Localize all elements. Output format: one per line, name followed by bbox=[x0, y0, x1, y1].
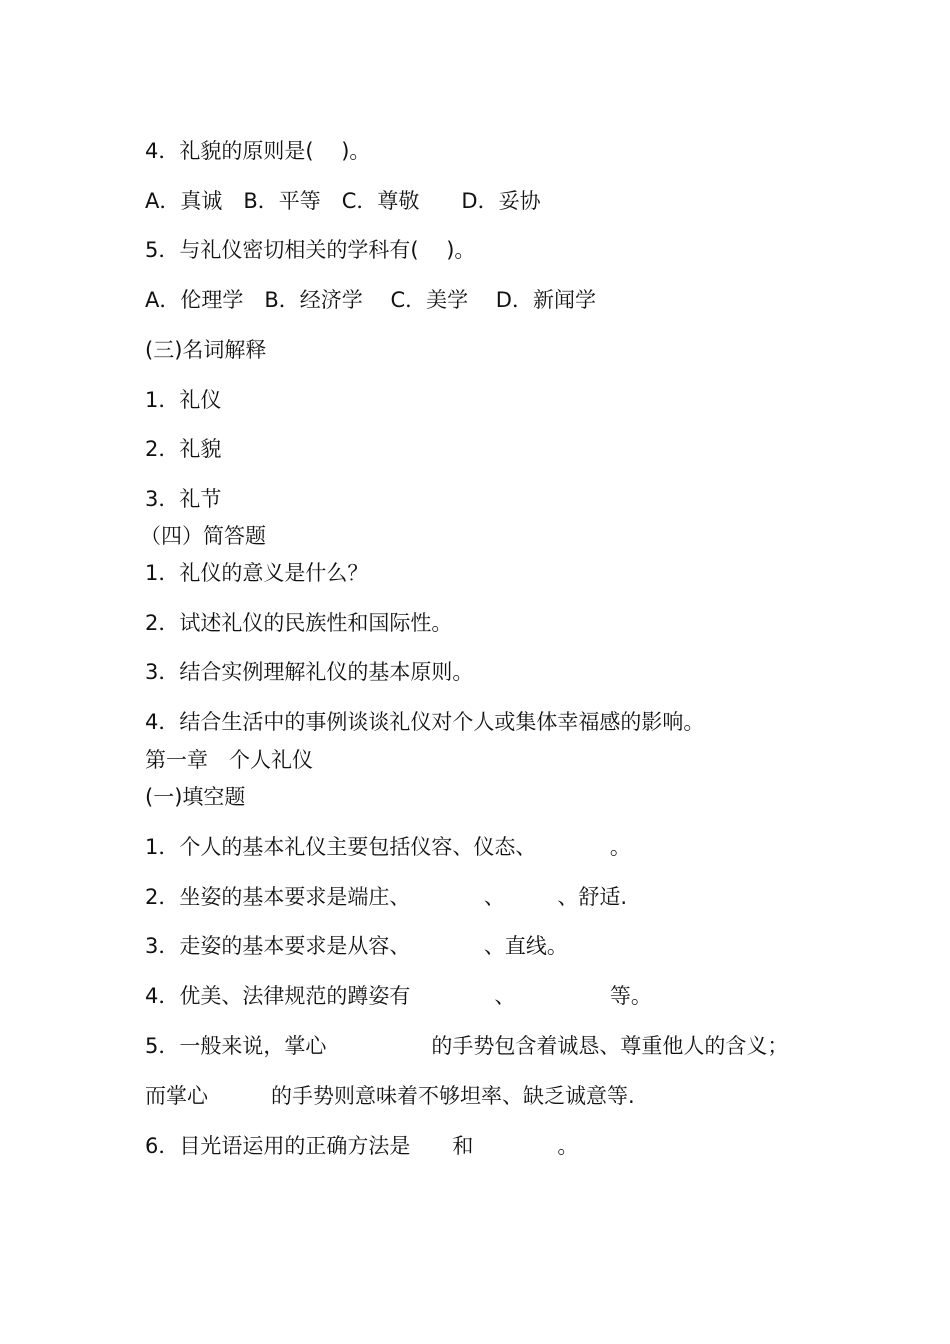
question-5-related-subjects: 5．与礼仪密切相关的学科有( )。 bbox=[145, 238, 476, 262]
fill-blank-6: 6．目光语运用的正确方法是 和 。 bbox=[145, 1134, 579, 1158]
fill-blank-1: 1．个人的基本礼仪主要包括仪容、仪态、 。 bbox=[145, 835, 631, 859]
fill-blank-5-continued: 而掌心 的手势则意味着不够坦率、缺乏诚意等. bbox=[145, 1084, 635, 1108]
chapter-heading: 第一章 个人礼仪 bbox=[145, 748, 313, 772]
section-heading-short-answer: （四）简答题 bbox=[140, 524, 266, 548]
short-answer-4: 4．结合生活中的事例谈谈礼仪对个人或集体幸福感的影响。 bbox=[145, 710, 705, 734]
term-item-2: 2．礼貌 bbox=[145, 437, 222, 461]
question-4-liyi-principle: 4．礼貌的原则是( )。 bbox=[145, 139, 371, 163]
question-5-options: A．伦理学 B．经济学 C．美学 D．新闻学 bbox=[145, 288, 596, 312]
fill-blank-3: 3．走姿的基本要求是从容、 、直线。 bbox=[145, 934, 568, 958]
section-heading-fill-blank: (一)填空题 bbox=[145, 785, 246, 809]
fill-blank-4: 4．优美、法律规范的蹲姿有 、 等。 bbox=[145, 984, 652, 1008]
term-item-3: 3．礼节 bbox=[145, 487, 222, 511]
short-answer-3: 3．结合实例理解礼仪的基本原则。 bbox=[145, 660, 474, 684]
short-answer-2: 2．试述礼仪的民族性和国际性。 bbox=[145, 611, 453, 635]
term-item-1: 1．礼仪 bbox=[145, 388, 222, 412]
fill-blank-2: 2．坐姿的基本要求是端庄、 、 、舒适. bbox=[145, 885, 628, 909]
fill-blank-5: 5．一般来说，掌心 的手势包含着诚恳、尊重他人的含义； bbox=[145, 1034, 789, 1058]
section-heading-term-explanation: (三)名词解释 bbox=[145, 338, 267, 362]
short-answer-1: 1．礼仪的意义是什么？ bbox=[145, 561, 369, 585]
question-4-options: A．真诚 B．平等 C．尊敬 D．妥协 bbox=[145, 189, 541, 213]
